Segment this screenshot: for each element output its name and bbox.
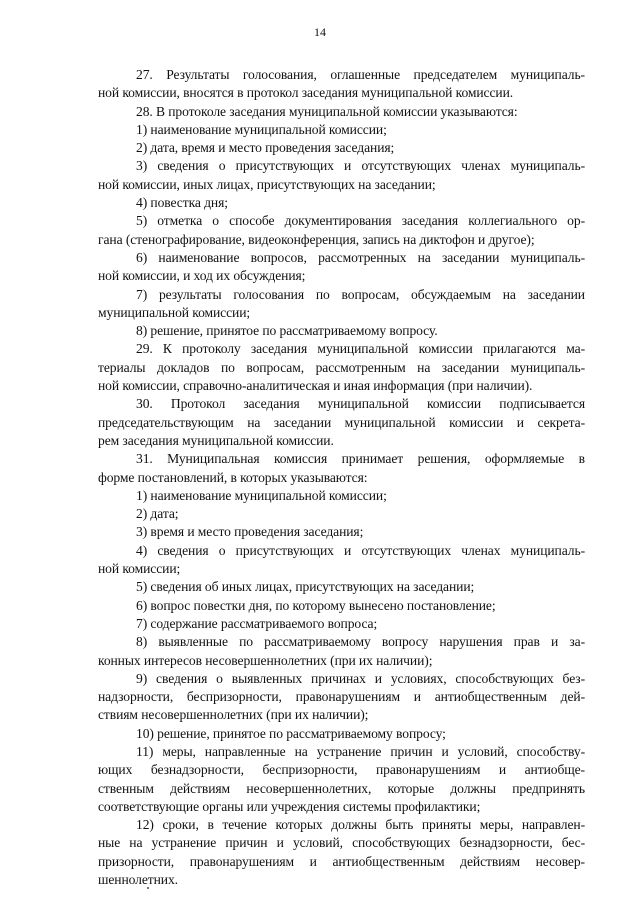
paragraph-line: 8) выявленные по рассматриваемому вопросу нарушения прав и за- [136,634,585,650]
paragraph-line: 2) дата, время и место проведения заседания; [136,140,395,156]
paragraph-line: 3) сведения о присутствующих и отсутствующих членах муниципаль- [136,158,585,174]
paragraph [98,725,585,743]
paragraph [98,322,585,340]
paragraph-line: 12) сроки, в течение которых должны быть приняты меры, направлен- [136,817,585,833]
paragraph [98,212,585,249]
paragraph-line: ной комиссии, вносятся в протокол заседания муниципальной комиссии. [98,85,514,101]
paragraph [98,103,585,121]
paragraph-line: ной комиссии; [98,561,181,577]
paragraph [98,487,585,505]
paragraph-line: ной комиссии, и ход их обсуждения; [98,268,306,284]
paragraph-line: председательствующим на заседании муниципальной комиссии и секрета- [98,414,585,430]
paragraph-line: шеннолетних. [98,872,178,888]
paragraph-line: 4) повестка дня; [136,195,228,211]
paragraph-line: 5) отметка о способе документирования заседания коллегиального ор- [136,213,585,229]
paragraph-line: 31. Муниципальная комиссия принимает решения, оформляемые в [136,451,585,467]
paragraph-line: соответствующие органы или учреждения системы профилактики; [98,798,481,814]
paragraph [98,578,585,596]
paragraph-line: 8) решение, принятое по рассматриваемому вопросу. [136,323,438,339]
paragraph-line: ные на устранение причин и условий, способствующих безнадзорности, бес- [98,835,585,851]
paragraph-line: надзорности, беспризорности, правонарушениям и антиобщественным дей- [98,689,585,705]
paragraph [98,194,585,212]
paragraph [98,523,585,541]
paragraph-line: 9) сведения о выявленных причинах и условиях, способствующих без- [136,670,585,686]
paragraph [98,66,585,103]
paragraph-line: 27. Результаты голосования, оглашенные председателем муниципаль- [136,67,585,82]
paragraph-line: 28. В протоколе заседания муниципальной комиссии указываются: [136,103,518,119]
paragraph-line: ной комиссии, иных лицах, присутствующих на заседании; [98,176,436,192]
paragraph [98,286,585,323]
paragraph-line: ствиям несовершеннолетних (при их наличии); [98,707,369,723]
scan-speck [147,887,149,889]
paragraph [98,743,585,816]
paragraph [98,249,585,286]
paragraph-line: 5) сведения об иных лицах, присутствующих на заседании; [136,579,475,595]
paragraph-line: 2) дата; [136,506,179,522]
paragraph-line: 6) наименование вопросов, рассмотренных на заседании муниципаль- [136,249,585,265]
paragraph [98,505,585,523]
paragraph-line: ной комиссии, справочно-аналитическая и иная информация (при наличии). [98,378,533,394]
paragraph-line: 1) наименование муниципальной комиссии; [136,121,387,137]
paragraph-line: гана (стенографирование, видеоконференция, запись на диктофон и другое); [98,231,535,247]
paragraph-line: 6) вопрос повестки дня, по которому вынесено постановление; [136,597,496,613]
paragraph [98,670,585,725]
paragraph [98,633,585,670]
paragraph-line: 11) меры, направленные на устранение причин и условий, способству- [136,743,585,759]
paragraph [98,450,585,487]
paragraph-line: муниципальной комиссии; [98,304,251,320]
paragraph-line: ющих безнадзорности, беспризорности, правонарушениям и антиобще- [98,762,585,778]
paragraph [98,615,585,633]
paragraph-line: 4) сведения о присутствующих и отсутствующих членах муниципаль- [136,542,585,558]
paragraph [98,340,585,395]
paragraph-line: ственным действиям несовершеннолетних, которые должны предпринять [98,780,585,796]
paragraph [98,597,585,615]
paragraph [98,542,585,579]
paragraph-line: териалы докладов по вопросам, рассмотренным на заседании муниципаль- [98,359,585,375]
paragraph-line: конных интересов несовершеннолетних (при их наличии); [98,652,433,668]
paragraph-line: 7) результаты голосования по вопросам, обсуждаемым на заседании [136,286,585,302]
paragraph-line: 10) решение, принятое по рассматриваемому вопросу; [136,725,446,741]
paragraph [98,157,585,194]
paragraph-line: призорности, правонарушениям и антиобщественным действиям несовер- [98,853,585,869]
paragraph [98,121,585,139]
paragraph-line: 3) время и место проведения заседания; [136,524,364,540]
paragraph [98,816,585,889]
paragraph-line: 7) содержание рассматриваемого вопроса; [136,615,378,631]
paragraph-line: форме постановлений, в которых указываются: [98,469,368,485]
page-number: 14 [314,25,326,39]
paragraph [98,139,585,157]
paragraph-line: 29. К протоколу заседания муниципальной комиссии прилагаются ма- [136,341,585,357]
paragraph [98,395,585,450]
paragraph-line: рем заседания муниципальной комиссии. [98,432,334,448]
paragraph-line: 1) наименование муниципальной комиссии; [136,487,387,503]
paragraph-line: 30. Протокол заседания муниципальной комиссии подписывается [136,396,585,412]
document-body [98,66,585,889]
